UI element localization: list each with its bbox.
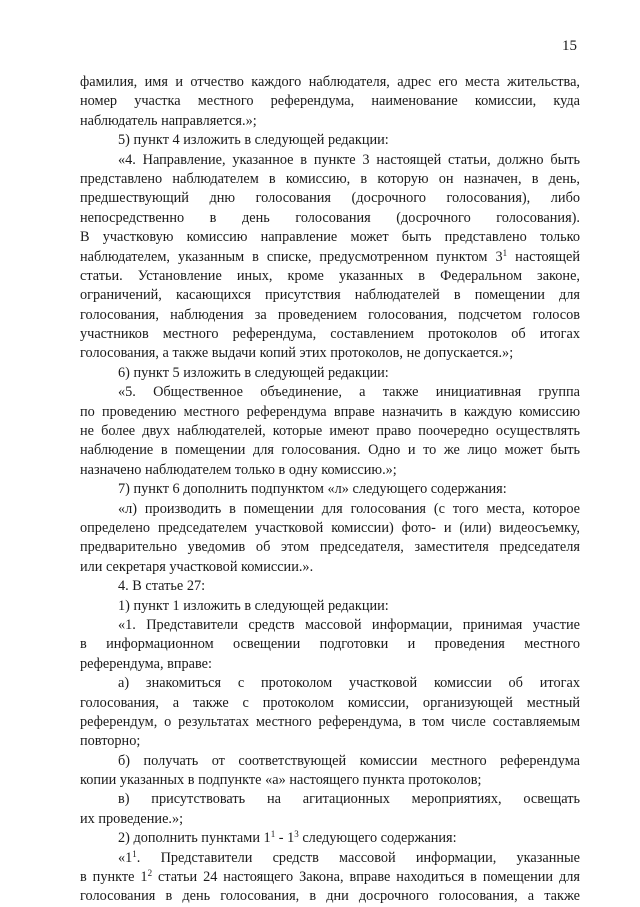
line-text: назначено наблюдателем только в одну комиссию.»; <box>80 461 397 478</box>
text-line <box>80 519 580 538</box>
line-text: представлено наблюдателем в комиссию, в которую он назначен, в день, <box>80 170 580 187</box>
text-line <box>80 597 580 616</box>
line-text: фамилия, имя и отчество каждого наблюдателя, адрес его места жительства, <box>80 74 580 90</box>
text-line <box>80 635 580 654</box>
line-text: голосования, а также выдачи копий этих протоколов, не допускается.»; <box>80 345 514 362</box>
text-line <box>80 674 580 693</box>
line-text: б) получать от соответствующей комиссии местного референдума <box>118 752 580 769</box>
text-line <box>80 228 580 247</box>
line-text: 7) пункт 6 дополнить подпунктом «л» следующего содержания: <box>118 481 507 498</box>
line-text: «1 <box>118 849 133 866</box>
text-line <box>80 461 580 480</box>
text-line <box>80 868 580 887</box>
line-text: в пункте 1 <box>80 869 148 886</box>
text-line <box>80 810 580 829</box>
text-line <box>80 616 580 635</box>
text-line <box>80 73 580 92</box>
line-text: предшествующий дню голосования (досрочного голосования), либо <box>80 190 580 207</box>
text-line <box>80 790 580 809</box>
text-line <box>80 752 580 771</box>
text-line <box>80 267 580 286</box>
document-body <box>80 73 580 907</box>
line-text: следующего содержания: <box>298 830 457 847</box>
line-text: «5. Общественное объединение, а также инициативная группа <box>118 384 580 401</box>
line-text: копии указанных в подпункте «а» настоящего пункта протоколов; <box>80 772 482 789</box>
text-line <box>80 829 580 848</box>
text-line <box>80 713 580 732</box>
line-text: . Представители средств массовой информации, указанные <box>136 849 580 866</box>
text-line <box>80 558 580 577</box>
line-text: 6) пункт 5 изложить в следующей редакции: <box>118 364 389 381</box>
line-text: их проведение.»; <box>80 810 184 827</box>
line-text: голосования в день голосования, в дни досрочного голосования, а также <box>80 888 580 905</box>
line-text: не более двух наблюдателей, которые имеют право поочередно осуществлять <box>80 423 580 440</box>
line-text: наблюдение в помещении для голосования. Одно и то же лицо может быть <box>80 442 580 459</box>
line-text: предварительно уведомив об этом председателя, заместителя председателя <box>80 539 580 556</box>
line-text: участников местного референдума, составлением протоколов об итогах <box>80 326 580 343</box>
line-text: непосредственно в день голосования (досрочного голосования). <box>80 209 580 226</box>
superscript: 1 <box>132 848 137 859</box>
line-text: «1. Представители средств массовой информации, принимая участие <box>118 616 580 633</box>
line-text: референдум, о результатах местного референдума, в том числе составляемым <box>80 713 580 730</box>
line-text: в информационном освещении подготовки и проведения местного <box>80 636 580 653</box>
line-text: повторно; <box>80 733 141 750</box>
text-line <box>80 849 580 868</box>
line-text: ограничений, касающихся присутствия наблюдателей в помещении для <box>80 287 580 304</box>
text-line <box>80 500 580 519</box>
line-text: 1) пункт 1 изложить в следующей редакции: <box>118 597 389 614</box>
text-line <box>80 92 580 111</box>
text-line <box>80 887 580 906</box>
text-line <box>80 480 580 499</box>
line-text: наблюдателем, указанным в списке, предусмотренном пунктом 3 <box>80 248 503 265</box>
text-line <box>80 577 580 596</box>
text-line <box>80 422 580 441</box>
line-text: настоящей <box>507 248 580 265</box>
text-line <box>80 325 580 344</box>
line-text: голосования, а также с протоколом комиссии, организующей местный <box>80 694 580 711</box>
superscript: 1 <box>270 829 276 840</box>
line-text: по проведению местного референдума вправе назначить в каждую комиссию <box>80 403 580 420</box>
text-line <box>80 364 580 383</box>
superscript: 1 <box>502 247 508 258</box>
text-line <box>80 286 580 305</box>
text-line <box>80 131 580 150</box>
line-text: референдума, вправе: <box>80 655 212 672</box>
line-text: определено председателем участковой комиссии) фото- и (или) видеосъемку, <box>80 519 580 536</box>
text-line <box>80 383 580 402</box>
line-text: номер участка местного референдума, наименование комиссии, куда <box>80 93 580 110</box>
line-text: или секретаря участковой комиссии.». <box>80 558 314 575</box>
superscript: 3 <box>294 829 299 840</box>
text-line <box>80 170 580 189</box>
line-text: 5) пункт 4 изложить в следующей редакции: <box>118 132 389 149</box>
text-line <box>80 344 580 363</box>
line-text: «л) производить в помещении для голосования (с того места, которое <box>118 500 580 517</box>
text-line <box>80 248 580 267</box>
line-text: - 1 <box>275 830 295 847</box>
text-line <box>80 209 580 228</box>
line-text: 2) дополнить пунктами 1 <box>118 830 271 847</box>
page-number: 15 <box>562 38 577 54</box>
line-text: В участковую комиссию направление может быть представлено только <box>80 229 580 246</box>
line-text: «4. Направление, указанное в пункте 3 настоящей статьи, должно быть <box>118 151 580 168</box>
text-line <box>80 189 580 208</box>
text-line <box>80 112 580 131</box>
line-text: наблюдатель направляется.»; <box>80 112 257 129</box>
line-text: статьи. Установление иных, кроме указанных в Федеральном законе, <box>80 267 580 284</box>
text-line <box>80 403 580 422</box>
line-text: а) знакомиться с протоколом участковой комиссии об итогах <box>118 675 580 692</box>
line-text: 4. В статье 27: <box>118 578 206 595</box>
text-line <box>80 655 580 674</box>
text-line <box>80 306 580 325</box>
text-line <box>80 771 580 790</box>
text-line <box>80 151 580 170</box>
line-text: в) присутствовать на агитационных мероприятиях, освещать <box>118 791 580 808</box>
text-line <box>80 694 580 713</box>
text-line <box>80 441 580 460</box>
text-line <box>80 538 580 557</box>
line-text: статьи 24 настоящего Закона, вправе находиться в помещении для <box>152 869 580 886</box>
superscript: 2 <box>147 868 153 879</box>
line-text: голосования, наблюдения за проведением голосования, подсчетом голосов <box>80 306 580 323</box>
text-line <box>80 732 580 751</box>
